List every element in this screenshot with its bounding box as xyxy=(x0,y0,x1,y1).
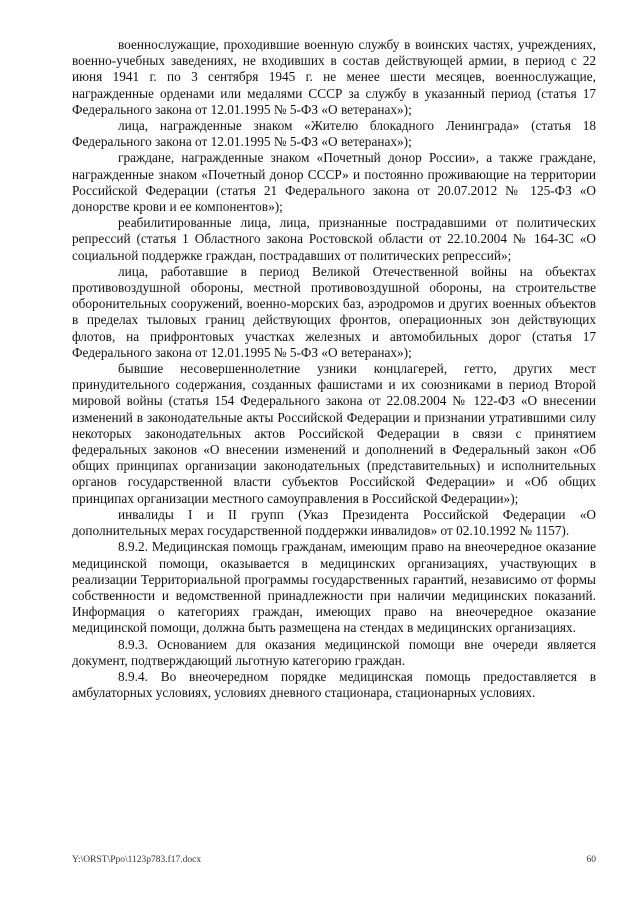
paragraph-home-front-workers: лица, работавшие в период Великой Отечественной войны на объектах противовоздушной обороны, местной противовоздушной обороны, на строительстве оборонительных сооружений, военно-морских баз, аэродромов и других военных объектов в пределах тыловых границ действующих фронтов, операционных зон действующих флотов, на прифронтовых участках железных и автомобильных дорог (статья 17 Федерального закона от 12.01.1995 № 5-ФЗ «О ветеранах»); xyxy=(72,263,596,360)
paragraph-disabled: инвалиды I и II групп (Указ Президента Российской Федерации «О дополнительных мерах государственной поддержки инвалидов» от 02.10.1992 № 1157). xyxy=(72,506,596,539)
paragraph-blockade-leningrad: лица, награжденные знаком «Жителю блокадного Ленинграда» (статья 18 Федерального закона от 12.01.1995 № 5-ФЗ «О ветеранах»); xyxy=(72,118,596,150)
paragraph-rehabilitated: реабилитированные лица, лица, признанные пострадавшими от политических репрессий (статья 1 Областного закона Ростовской области от 22.10.2004 № 164-ЗС «О социальной поддержке граждан, пострадавших от политических репрессий»; xyxy=(72,215,596,263)
paragraph-servicemen: военнослужащие, проходившие военную службу в воинских частях, учреждениях, военно-учебных заведениях, не входивших в состав действующей армии, в период с 22 июня 1941 г. по 3 сентября 1945 г. не менее шести месяцев, военнослужащие, награжденные орденами или медалями СССР за службу в указанный период (статья 17 Федерального закона от 12.01.1995 № 5-ФЗ «О ветеранах»); xyxy=(72,37,596,117)
paragraph-8-9-4: 8.9.4. Во внеочередном порядке медицинская помощь предоставляется в амбулаторных условиях, условиях дневного стационара, стационарных условиях. xyxy=(72,668,596,701)
paragraph-former-prisoners: бывшие несовершеннолетние узники концлагерей, гетто, других мест принудительного содержания, созданных фашистами и их союзниками в период Второй мировой войны (статья 154 Федерального закона от 22.08.2004 № 122-ФЗ «О внесении изменений в законодательные акты Российской Федерации и признании утратившими силу некоторых законодательных актов Российской Федерации в связи с принятием федеральных законов «О внесении изменений и дополнений в Федеральный закон «Об общих принципах организации законодательных (представительных) и исполнительных органов государственной власти субъектов Российской Федерации» и «Об общих принципах организации местного самоуправления в Российской Федерации»); xyxy=(72,361,596,506)
paragraph-honorary-donors: граждане, награжденные знаком «Почетный донор России», а также граждане, награжденные знаком «Почетный донор СССР» и постоянно проживающие на территории Российской Федерации (статья 21 Федерального закона от 20.07.2012 № 125-ФЗ «О донорстве крови и ее компонентов»); xyxy=(72,150,596,215)
paragraph-8-9-2: 8.9.2. Медицинская помощь гражданам, имеющим право на внеочередное оказание медицинской помощи, оказывается в медицинских организациях, участвующих в реализации Территориальной программы государственных гарантий, независимо от формы собственности и ведомственной принадлежности при наличии медицинских показаний. Информация о категориях граждан, имеющих право на внеочередное оказание медицинской помощи, должна быть размещена на стендах в медицинских организациях. xyxy=(72,539,596,636)
footer-file-path: Y:\ORST\Ppo\1123p783.f17.docx xyxy=(72,855,202,865)
page-footer xyxy=(72,855,596,869)
page-number: 60 xyxy=(586,855,596,865)
paragraph-8-9-3: 8.9.3. Основанием для оказания медицинской помощи вне очереди является документ, подтверждающий льготную категорию граждан. xyxy=(72,636,596,668)
document-body xyxy=(72,37,596,701)
